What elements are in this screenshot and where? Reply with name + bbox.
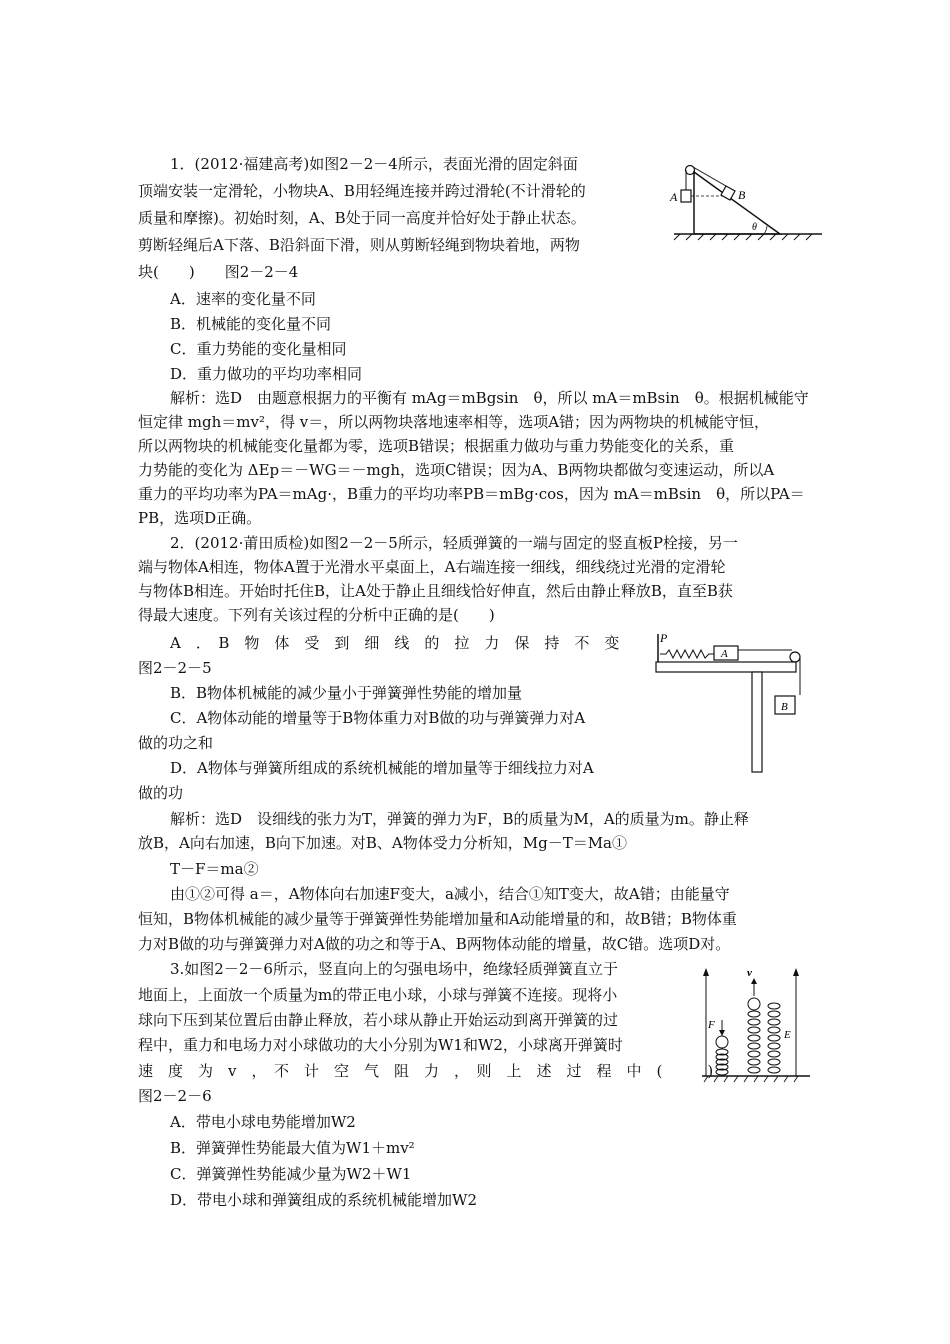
- q1-analysis-2: 恒定律 mgh＝mv²，得 v＝，所以两物块落地速率相等，选项A错；因为两物块的机械能守恒，: [138, 413, 770, 431]
- q3-line-4: 程中，重力和电场力对小球做功的大小分别为W1和W2，小球离开弹簧时: [138, 1036, 623, 1054]
- q1-analysis-1: 解析：选D 由题意根据力的平衡有 mAg＝mBgsin θ，所以 mA＝mBsin θ。根据机械能守: [170, 389, 809, 407]
- q2-option-d-cont: 做的功: [138, 784, 184, 802]
- q2-analysis-3: T－F＝ma②: [170, 860, 259, 878]
- spring-table-figure: [652, 630, 812, 775]
- fig2-label-p: P: [660, 631, 668, 645]
- q1-analysis-4: 力势能的变化为 ΔEp＝－WG＝－mgh，选项C错误；因为A、B两物块都做匀变速运动，所以A: [138, 461, 775, 479]
- fig1-label-b: B: [738, 188, 746, 202]
- fig2-label-a: A: [721, 648, 728, 660]
- fig3-label-v: v: [747, 967, 752, 979]
- q3-option-c: C．弹簧弹性势能减少量为W2＋W1: [170, 1165, 412, 1183]
- electric-field-spring-figure: [700, 962, 812, 1086]
- q1-line-1: 1．(2012·福建高考)如图2－2－4所示，表面光滑的固定斜面: [170, 155, 578, 173]
- q1-option-c: C．重力势能的变化量相同: [170, 340, 347, 358]
- q1-option-d: D．重力做功的平均功率相同: [170, 365, 363, 383]
- fig3-label-f: F: [708, 1019, 715, 1031]
- fig1-label-a: A: [670, 190, 678, 204]
- q2-option-c: C．A物体动能的增量等于B物体重力对B做的功与弹簧弹力对A: [170, 709, 586, 727]
- q2-line-3: 与物体B相连。开始时托住B，让A处于静止且细线恰好伸直，然后由静止释放B，直至B获: [138, 582, 733, 600]
- incline-pulley-figure: [672, 150, 827, 242]
- q1-line-5: 块( ) 图2－2－4: [138, 263, 299, 281]
- q2-analysis-6: 力对B做的功与弹簧弹力对A做的功之和等于A、B两物体动能的增量，故C错。选项D对。: [138, 935, 731, 953]
- q3-figure-caption: 图2－2－6: [138, 1087, 212, 1105]
- q2-line-4: 得最大速度。下列有关该过程的分析中正确的是( ): [138, 606, 495, 624]
- q2-analysis-2: 放B，A向右加速，B向下加速。对B、A物体受力分析知，Mg－T＝Ma①: [138, 834, 628, 852]
- q2-analysis-5: 恒知，B物体机械能的减少量等于弹簧弹性势能增加量和A动能增量的和，故B错；B物体重: [138, 910, 737, 928]
- q2-analysis-1: 解析：选D 设细线的张力为T，弹簧的弹力为F，B的质量为M，A的质量为m。静止释: [170, 810, 749, 828]
- fig3-label-e: E: [784, 1029, 791, 1041]
- q2-option-b: B．B物体机械能的减少量小于弹簧弹性势能的增加量: [170, 684, 523, 702]
- q3-line-3: 球向下压到某位置后由静止释放，若小球从静止开始运动到离开弹簧的过: [138, 1011, 619, 1029]
- q3-option-b: B．弹簧弹性势能最大值为W1＋mv²: [170, 1139, 415, 1157]
- q1-analysis-6: PB，选项D正确。: [138, 509, 262, 527]
- q2-analysis-4: 由①②可得 a＝，A物体向右加速F变大，a减小，结合①知T变大，故A错；由能量守: [170, 885, 730, 903]
- q2-line-2: 端与物体A相连，物体A置于光滑水平桌面上，A右端连接一细线，细线绕过光滑的定滑轮: [138, 558, 726, 576]
- q2-line-1: 2．(2012·莆田质检)如图2－2－5所示，轻质弹簧的一端与固定的竖直板P栓接，另一: [170, 534, 738, 552]
- q2-option-d: D．A物体与弹簧所组成的系统机械能的增加量等于细线拉力对A: [170, 759, 594, 777]
- q1-analysis-5: 重力的平均功率为PA＝mAg·，B重力的平均功率PB＝mBg·cos，因为 mA＝mBsin θ，所以PA＝: [138, 485, 805, 503]
- fig1-label-theta: θ: [752, 222, 757, 233]
- q1-option-b: B．机械能的变化量不同: [170, 315, 332, 333]
- q1-line-4: 剪断轻绳后A下落、B沿斜面下滑，则从剪断轻绳到物块着地，两物: [138, 236, 580, 254]
- q2-option-c-cont: 做的功之和: [138, 734, 214, 752]
- q3-option-a: A．带电小球电势能增加W2: [170, 1113, 356, 1131]
- q1-analysis-3: 所以两物块的机械能变化量都为零，选项B错误；根据重力做功与重力势能变化的关系，重: [138, 437, 735, 455]
- q2-option-a: A ． B 物 体 受 到 细 线 的 拉 力 保 持 不 变: [170, 634, 620, 652]
- q3-line-5: 速 度 为 v ， 不 计 空 气 阻 力 ， 则 上 述 过 程 中 ( ): [138, 1062, 714, 1080]
- q1-line-3: 质量和摩擦)。初始时刻，A、B处于同一高度并恰好处于静止状态。: [138, 209, 586, 227]
- q3-option-d: D．带电小球和弹簧组成的系统机械能增加W2: [170, 1191, 477, 1209]
- q3-line-1: 3.如图2－2－6所示，竖直向上的匀强电场中，绝缘轻质弹簧直立于: [170, 960, 618, 978]
- q3-line-2: 地面上，上面放一个质量为m的带正电小球，小球与弹簧不连接。现将小: [138, 986, 618, 1004]
- q1-line-2: 顶端安装一定滑轮，小物块A、B用轻绳连接并跨过滑轮(不计滑轮的: [138, 182, 586, 200]
- fig2-label-b: B: [781, 701, 788, 713]
- q2-figure-caption: 图2－2－5: [138, 659, 212, 677]
- q1-option-a: A．速率的变化量不同: [170, 290, 316, 308]
